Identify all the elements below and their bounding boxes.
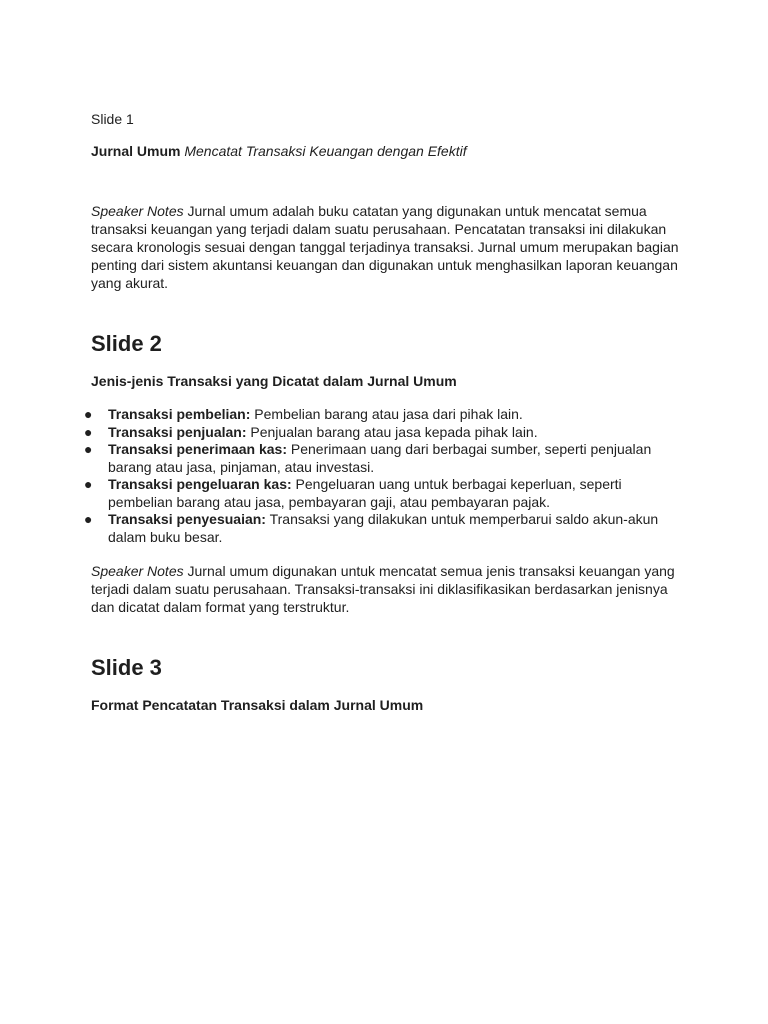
bullet-icon: ●: [84, 441, 93, 457]
slide-3-heading: Slide 3: [91, 655, 162, 680]
bullet-icon: ●: [84, 476, 93, 492]
slide-2-speaker-notes: [91, 562, 681, 616]
list-item-term: Transaksi penyesuaian:: [108, 511, 266, 527]
list-item-term: Transaksi penerimaan kas:: [108, 441, 287, 457]
transaction-type-list: [84, 406, 681, 546]
list-item: [84, 441, 681, 476]
slide-1-label: Slide 1: [91, 111, 134, 127]
slide-1-speaker-notes: [91, 202, 681, 292]
list-item: [84, 406, 681, 424]
list-item-term: Transaksi pembelian:: [108, 406, 251, 422]
slide-2-heading: Slide 2: [91, 331, 162, 356]
slide-3-subheading: Format Pencatatan Transaksi dalam Jurnal Umum: [91, 697, 424, 713]
list-item: [84, 476, 681, 511]
list-item-term: Transaksi penjualan:: [108, 423, 247, 440]
slide-1-title-italic: Mencatat Transaksi Keuangan dengan Efektif: [184, 143, 467, 159]
speaker-notes-text: Jurnal umum adalah buku catatan yang digunakan untuk mencatat semua transaksi keuangan yang terjadi dalam suatu perusahaan. Pencatatan transaksi ini dilakukan secara kronologis sesuai dengan tanggal terjadinya transaksi. Jurnal umum merupakan bagian penting dari sistem akuntansi keuangan dan digunakan untuk menghasilkan laporan keuangan yang akurat.: [91, 203, 679, 291]
speaker-notes-label: Speaker Notes: [91, 563, 184, 579]
speaker-notes-text: Jurnal umum digunakan untuk mencatat semua jenis transaksi keuangan yang terjadi dalam suatu perusahaan. Transaksi-transaksi ini diklasifikasikan berdasarkan jenisnya dan dicatat dalam format yang terstruktur.: [91, 563, 675, 615]
slide-1-title-bold: Jurnal Umum: [91, 143, 181, 159]
document-body: [84, 110, 681, 714]
slide-2-subheading: Jenis-jenis Transaksi yang Dicatat dalam Jurnal Umum: [91, 373, 457, 389]
list-item-desc: Pengeluaran uang untuk berbagai keperluan, seperti pembelian barang atau jasa, pembayaran gaji, atau pembayaran pajak.: [108, 476, 622, 510]
slide-1-title: [91, 142, 681, 160]
list-item: [84, 511, 681, 546]
bullet-icon: ●: [84, 406, 93, 422]
list-item: [84, 423, 681, 442]
speaker-notes-label: Speaker Notes: [91, 203, 184, 219]
bullet-icon: ●: [84, 511, 93, 527]
list-item-desc: Penjualan barang atau jasa kepada pihak lain.: [246, 423, 538, 440]
list-item-desc: Transaksi yang dilakukan untuk memperbarui saldo akun-akun dalam buku besar.: [108, 511, 659, 545]
list-item-desc: Penerimaan uang dari berbagai sumber, seperti penjualan barang atau jasa, pinjaman, atau investasi.: [108, 441, 652, 475]
list-item-term: Transaksi pengeluaran kas:: [108, 476, 292, 492]
list-item-desc: Pembelian barang atau jasa dari pihak lain.: [250, 406, 523, 422]
bullet-icon: ●: [84, 423, 93, 440]
